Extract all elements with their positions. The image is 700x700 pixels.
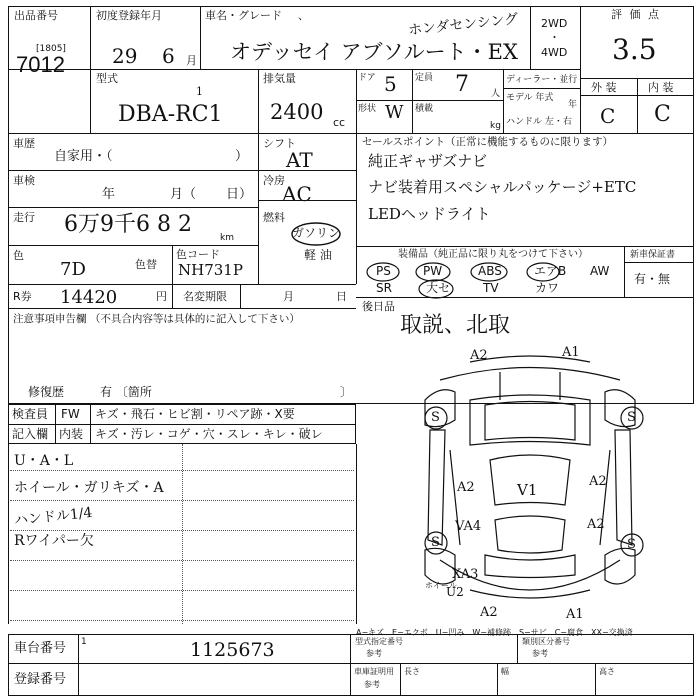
- displacement-label: 排気量: [263, 72, 296, 85]
- repair-close: 〕: [340, 385, 353, 399]
- yen-unit: 円: [156, 290, 167, 303]
- ac-label: 冷房: [263, 174, 285, 187]
- footer-box: [8, 634, 694, 696]
- inspector-note: Rワイパー欠: [14, 533, 94, 549]
- cert-ref: 参考: [364, 680, 380, 689]
- fw-text: キズ・飛石・ヒビ割・リペア跡・X要: [95, 407, 295, 421]
- insp-day: 日）: [226, 187, 253, 202]
- cc-unit: cc: [333, 116, 346, 129]
- lot-bracket: [1805]: [36, 44, 66, 54]
- exterior-label: 外 装: [591, 81, 617, 94]
- doors-label: ドア: [358, 73, 376, 83]
- model-mark: 1: [196, 85, 203, 98]
- recycle-value: 14420: [60, 287, 118, 308]
- handle-label: ハンドル 左・右: [506, 117, 572, 127]
- equip-sr: SR: [376, 281, 392, 295]
- damage-mark: S: [431, 410, 440, 425]
- class-ref: 参考: [532, 649, 548, 658]
- equip-tv: TV: [483, 281, 499, 295]
- model-year-label: モデル 年式: [506, 93, 554, 103]
- month-unit: 月: [186, 54, 197, 67]
- exp-month: 月: [283, 290, 294, 303]
- mileage-label: 走行: [13, 211, 35, 224]
- shift-value: AT: [286, 148, 313, 172]
- shift-label: シフト: [263, 137, 296, 150]
- inspector-note: ハンドル1/4: [13, 504, 94, 530]
- height-label: 高さ: [599, 667, 615, 676]
- score-label: 評 価 点: [611, 8, 661, 21]
- damage-legend: A−キズ E−エクボ U−凹み W−補修跡 S−サビ C−腐食 XX−交換済: [356, 628, 633, 637]
- sales-point-label: セールスポイント（正常に機能するものに限ります）: [362, 136, 614, 148]
- usage-value: 自家用・（: [54, 149, 113, 164]
- damage-mark: A1: [566, 607, 584, 622]
- entry-label: 記入欄: [12, 427, 49, 441]
- fw-label: FW: [61, 407, 80, 421]
- insp-month: 月（: [170, 187, 197, 202]
- color-label: 色: [13, 249, 24, 262]
- back-label: 後日品: [362, 300, 395, 313]
- damage-mark: A2: [480, 605, 498, 620]
- int-label: 内装: [59, 427, 84, 441]
- damage-mark: XA3: [452, 567, 479, 582]
- equip-abs: ABS: [478, 264, 502, 278]
- damage-mark: S: [627, 537, 636, 552]
- new-manual-value: 有・無: [634, 272, 671, 286]
- interior-label: 内 装: [648, 81, 674, 94]
- inspector-note: U・A・L: [14, 453, 74, 469]
- tire-note: ホイール: [425, 581, 457, 590]
- reg-number-label: 登録番号: [14, 672, 67, 687]
- reg-month: 6: [162, 44, 175, 68]
- shape-label: 形状: [358, 104, 377, 114]
- chassis-label: 車台番号: [14, 641, 67, 656]
- color-code-value: NH731P: [178, 261, 243, 279]
- equip-aw: AW: [590, 264, 610, 278]
- equip-pw: PW: [423, 264, 443, 278]
- damage-mark: VA4: [455, 519, 482, 534]
- seats-label: 定員: [415, 73, 434, 83]
- damage-mark: V1: [517, 481, 538, 499]
- color-code-label: 色コード: [176, 248, 220, 261]
- year-unit: 年: [568, 100, 578, 110]
- class-label: 類別区分番号: [522, 637, 570, 646]
- type-cert-ref: 参考: [366, 649, 382, 658]
- exp-day: 日: [336, 290, 347, 303]
- drive-4wd: 4WD: [541, 46, 568, 59]
- model-code: DBA-RC1: [118, 102, 223, 127]
- score-value: 3.5: [612, 33, 657, 66]
- fuel-gasoline: ガソリン: [292, 226, 341, 240]
- cert-label: 車庫証明用: [354, 667, 394, 676]
- equip-seat: 大セ: [426, 281, 451, 295]
- kg-unit: kg: [490, 121, 501, 131]
- lot-no-label: 出品番号: [14, 9, 58, 22]
- reg-date-label: 初度登録年月: [96, 9, 162, 22]
- damage-mark: U2: [446, 585, 464, 599]
- usage-close: ）: [235, 149, 249, 164]
- name-comma: 、: [298, 9, 309, 22]
- sales-point-line: ナビ装着用スペシャルパッケージ+ETC: [368, 178, 637, 196]
- sales-point-line: LEDヘッドライト: [368, 205, 491, 223]
- damage-mark: A1: [562, 345, 580, 360]
- color-change-label: 色替: [135, 258, 157, 271]
- person-unit: 人: [491, 89, 501, 99]
- fuel-label: 燃料: [263, 211, 285, 224]
- displacement-value: 2400: [270, 100, 324, 124]
- insp-year: 年: [102, 187, 116, 202]
- chassis-mark: 1: [81, 637, 87, 647]
- equip-airbag: エアB: [534, 264, 567, 278]
- damage-mark: S: [627, 410, 636, 425]
- drive-2wd: 2WD: [541, 17, 568, 30]
- damage-mark: A2: [470, 348, 488, 363]
- exterior-grade: C: [600, 104, 616, 128]
- width-label: 幅: [501, 667, 509, 676]
- reg-year: 29: [112, 44, 138, 68]
- int-text: キズ・汚レ・コゲ・穴・スレ・キレ・破レ: [95, 427, 323, 441]
- usage-label: 車歴: [13, 137, 35, 150]
- damage-mark: A2: [587, 517, 605, 532]
- honda-sensing-note: ホンダセンシング: [407, 11, 520, 39]
- notes-label: 注意事項申告欄 （不具合内容等は具体的に記入して下さい）: [13, 313, 300, 325]
- damage-mark: S: [431, 535, 440, 550]
- damage-mark: A2: [589, 474, 607, 489]
- type-cert-label: 型式指定番号: [355, 637, 403, 646]
- back-value: 取説、北取: [400, 313, 511, 338]
- doors-value: 5: [384, 72, 397, 96]
- inspector-label: 検査員: [12, 407, 49, 421]
- equip-leather: カワ: [535, 281, 560, 295]
- shape-value: W: [385, 102, 404, 123]
- sales-point-line: 純正ギャザズナビ: [368, 152, 488, 170]
- model-label: 型式: [96, 72, 118, 85]
- seats-value: 7: [455, 72, 469, 97]
- equip-ps: PS: [376, 264, 391, 278]
- expiry-label: 名変期限: [183, 290, 227, 303]
- chassis-number: 1125673: [190, 639, 275, 661]
- name-grade-label: 車名・グレード: [205, 9, 282, 22]
- equipment-label: 装備品（純正品に限り丸をつけて下さい）: [398, 249, 588, 260]
- length-label: 長さ: [404, 667, 420, 676]
- km-unit: km: [220, 233, 234, 243]
- fuel-diesel: 軽 油: [304, 248, 332, 262]
- recycle-label: R券: [13, 290, 32, 303]
- drive-dot: ・: [549, 31, 560, 44]
- repair-label: 修復歴: [28, 385, 65, 399]
- repair-value: 有 〔箇所: [100, 385, 152, 399]
- new-manual-label: 新車保証書: [630, 250, 676, 260]
- mileage-value: 6万9千6 8 2: [64, 212, 192, 237]
- interior-grade: C: [654, 102, 671, 127]
- damage-mark: A2: [457, 480, 475, 495]
- ac-value: AC: [282, 182, 312, 206]
- inspection-label: 車検: [13, 174, 35, 187]
- car-name: オデッセイ アブソルート・EX: [230, 40, 518, 64]
- inspector-note: ホイール・ガリキズ・A: [14, 480, 164, 496]
- color-value: 7D: [60, 259, 86, 280]
- dealer-label: ディーラー・並行: [506, 75, 578, 85]
- load-label: 積載: [415, 104, 434, 114]
- lot-number: 7012: [16, 52, 65, 77]
